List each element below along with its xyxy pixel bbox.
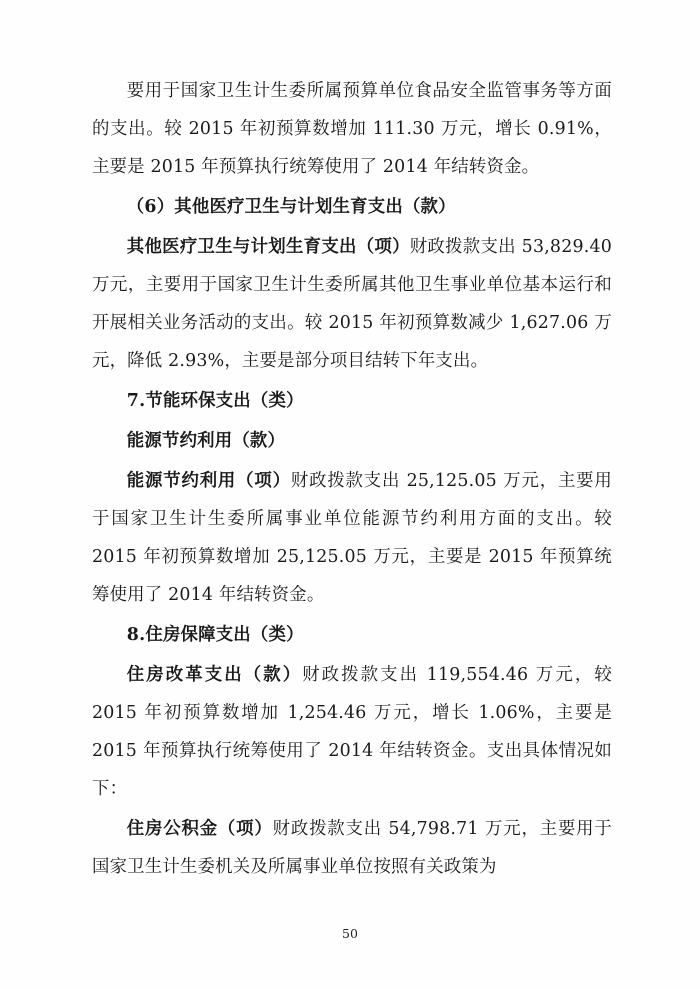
paragraph-body: 要用于国家卫生计生委所属预算单位食品安全监管事务等方面的支出。较 2015 年初预算数增加 111.30 万元，增长 0.91%，主要是 2015 年预算执行统筹使用了 2014 年结转资金。 [92,81,612,177]
paragraph-text: 财政拨款支出 53,829.40 万元，主要用于国家卫生计生委所属其他卫生事业单位基本运行和开展相关业务活动的支出。较 2015 年初预算数减少 1,627.06 万元，降低 2.93%，主要是部分项目结转下年支出。 [92,237,612,371]
section-heading-energy-saving-use: 能源节约利用（款） [126,431,286,451]
paragraph-body [92,462,612,614]
paragraph-text: 财政拨款支出 119,554.46 万元，较 2015 年初预算数增加 1,254.46 万元，增长 1.06%，主要是 2015 年预算执行统筹使用了 2014 年结转资金。支出具体情况如下： [92,665,612,799]
paragraph-lead: 能源节约利用（项） [126,471,291,491]
paragraph-text: 财政拨款支出 54,798.71 万元，主要用于国家卫生计生委机关及所属事业单位按照有关政策为 [92,819,612,877]
paragraph-body [92,810,612,886]
paragraph-lead: 住房公积金（项） [126,819,273,839]
page-number: 50 [342,926,358,941]
paragraph-lead: 住房改革支出（款） [126,665,303,685]
section-heading-housing-security: 8.住房保障支出（类） [126,625,304,645]
paragraph-body [92,656,612,808]
paragraph-text: 财政拨款支出 25,125.05 万元，主要用于国家卫生计生委所属事业单位能源节约利用方面的支出。较 2015 年初预算数增加 25,125.05 万元，主要是 2015 年预算统筹使用了 2014 年结转资金。 [92,471,612,605]
paragraph-body [92,228,612,380]
section-heading-energy-conservation: 7.节能环保支出（类） [126,391,304,411]
page-content [92,72,612,886]
paragraph-lead: 其他医疗卫生与计划生育支出（项） [126,237,410,257]
section-heading-other-medical: （6）其他医疗卫生与计划生育支出（款） [126,197,456,217]
